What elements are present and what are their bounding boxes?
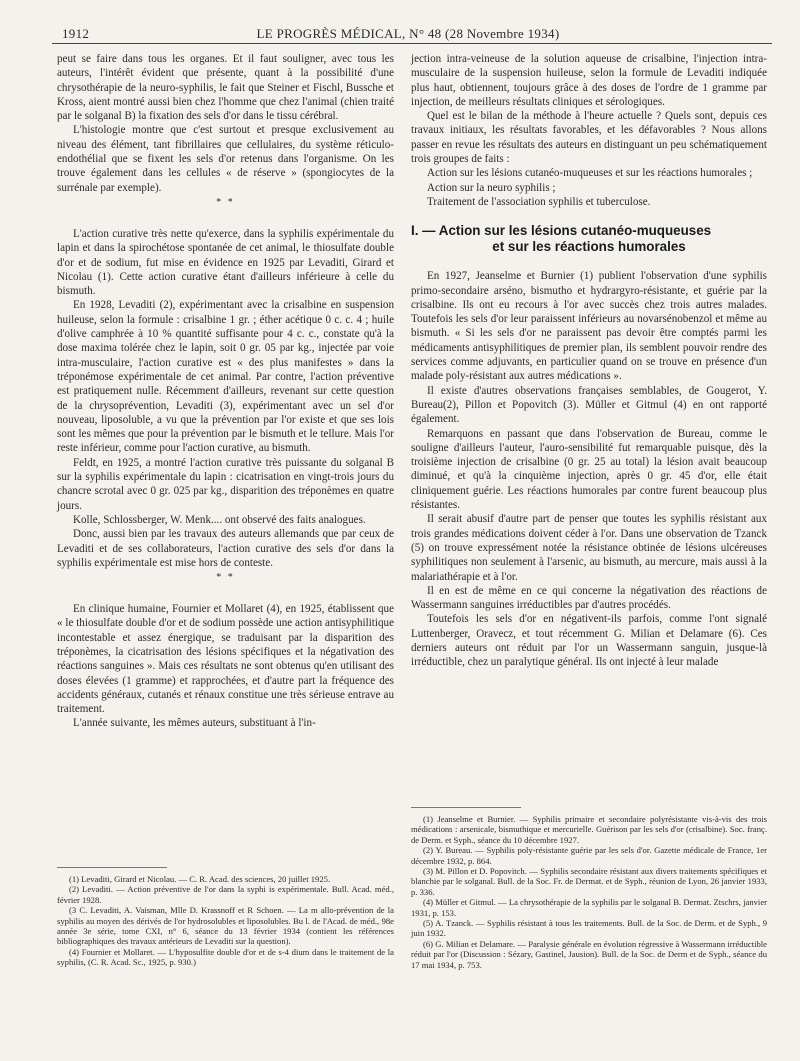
footnote: (3) M. Pillon et D. Popovitch. — Syphilis secondaire résistant aux divers traitements spécifiques et blanchie par le solganal. Bull. de la Soc. Fr. de Dermat. et de Syph., réunion de Lyon, 26 janvier 1933, p. 336. [411, 866, 767, 897]
list-item: Action sur les lésions cutanéo-muqueuses et sur les réactions humorales ; [427, 167, 753, 180]
footnotes-left [57, 867, 394, 968]
paragraph: Kolle, Schlossberger, W. Menk.... ont observé des faits analogues. [73, 513, 366, 526]
journal-title: LE PROGRÈS MÉDICAL, N° 48 (28 Novembre 1934) [256, 26, 560, 41]
section-heading [411, 223, 767, 255]
paragraph: L'action curative très nette qu'exerce, dans la syphilis expérimentale du lapin et dans la spirochétose spontanée de cet animal, le thiosulfate double d'or et de sodium, fut mise en évidence en 1925 par Levaditi, Girard et Nicolau (1). Cette action curative étant d'ailleurs inférieure à celle du bismuth. [57, 227, 394, 298]
list-item: Action sur la neuro syphilis ; [427, 181, 556, 194]
paragraph: L'année suivante, les mêmes auteurs, substituant à l'in- [73, 717, 316, 730]
header-rule [52, 43, 772, 44]
left-column [57, 52, 394, 731]
paragraph: En clinique humaine, Fournier et Mollaret (4), en 1925, établissent que « le thiosulfate double d'or et de sodium possède une action antisyphilitique incontestable et assez énergique, se traduisant par la disparition des tréponèmes, la cicatrisation des lésions spécifiques et la négativation des réactions sanguines ». Mais ces résultats ne sont obtenus qu'en utilisant des doses élevées (1 gramme) et rapprochées, et d'autre part la fréquence des accidents généraux, cutanés et rénaux constitue une très sérieuse entrave au traitement. [57, 603, 394, 716]
paragraph: Toutefois les sels d'or en négativent-ils parfois, comme l'ont signalé Luttenberger, Oravecz, et tout récemment G. Milian et Delamare (6). Ces derniers auteurs ont réduit par l'or un Wassermann sanguin, jusque-là irréductible, chez un paralytique général. Ils ont injecté à leur malade [411, 613, 767, 669]
footnote: (5) A. Tzanck. — Syphilis résistant à tous les traitements. Bull. de la Soc. de Derm. et de Syph., 9 juin 1932. [411, 918, 767, 939]
list-item: Traitement de l'association syphilis et tuberculose. [427, 195, 651, 208]
footnote-rule [411, 807, 521, 808]
paragraph: Feldt, en 1925, a montré l'action curative très puissante du solganal B sur la syphilis expérimentale du lapin : cicatrisation en vingt-trois jours du chancre scrotal avec 0 gr. 025 par kg., disparition des tréponèmes en quatre jours. [57, 456, 394, 512]
paragraph: Quel est le bilan de la méthode à l'heure actuelle ? Quels sont, depuis ces travaux initiaux, les résultats favorables, et les défavorables ? Nous allons passer en revue les résultats des auteurs en distinguant un peu schématiquement trois groupes de faits : [411, 110, 767, 166]
footnote: (1) Levaditi, Girard et Nicolau. — C. R. Acad. des sciences, 20 juillet 1925. [69, 874, 331, 884]
section-separator: * * [216, 572, 235, 584]
paragraph: Remarquons en passant que dans l'observation de Bureau, comme le souligne d'ailleurs l'auteur, l'auro-sensibilité fut remarquable puisque, dès la troisième injection de crisalbine (0 gr. 25 au total) la lésion avait beaucoup diminué, et qu'à la cinquième injection, après 0 gr. 45 d'or, elle était cliniquement guérie. Les réactions humorales par contre furent beaucoup plus résistantes. [411, 427, 767, 512]
paragraph: Il existe d'autres observations françaises semblables, de Gougerot, Y. Bureau(2), Pillon et Popovitch (3). Müller et Gitmul (4) en ont rapporté également. [411, 384, 767, 426]
paragraph: En 1927, Jeanselme et Burnier (1) publient l'observation d'une syphilis primo-secondaire arséno, bismutho et hydrargyro-résistante, et guérie par la crisalbine. Ils ont eu recours à l'or avec succès chez trois autres malades. Toutefois les sels d'or leur paraissent inférieurs au novarsénobenzol et même au bismuth. « Si les sels d'or ne paraissent pas devoir être comptés parmi les médicaments antisyphilitiques de premier plan, ils semblent pouvoir rendre des services comme adjuvants, en particulier quand on se trouve en présence d'un malade poly-résistant aux autres médications ». [411, 270, 767, 383]
footnote: (3 C. Levaditi, A. Vaisman, Mlle D. Krassnoff et R Schoen. — La m allo-prévention de la syphilis au moyen des dérivés de l'or hydrosolubles et liposolubles. Bu l. de l'Acad. de méd., 98e année 3e série, tome CXI, n° 6, séance du 13 février 1934 (contient les références bibliographiques des travaux antérieurs de Levaditi sur la question). [57, 905, 394, 947]
running-header [52, 22, 764, 42]
footnotes-right [411, 807, 767, 970]
footnote: (2) Levaditi. — Action préventive de l'or dans la syphi is expérimentale. Bull. Acad. méd., février 1928. [57, 884, 394, 905]
footnote: (2) Y. Bureau. — Syphilis poly-résistante guérie par les sels d'or. Gazette médicale de France, 1er décembre 1932, p. 864. [411, 845, 767, 866]
paragraph: Il serait abusif d'autre part de penser que toutes les syphilis résistant aux trois grandes médications doivent céder à l'or. Dans une observation de Tzanck (5) on trouve expressément notée la résistance obtinée de lésions ulcéreuses syphilitiques non seulement à l'arsenic, au bismuth, au mercure, mais aussi à la malariathérapie et à l'or. [411, 513, 767, 583]
paragraph: L'histologie montre que c'est surtout et presque exclusivement au niveau des élément, tant fibrillaires que cellulaires, du système réticulo-endothélial que se fixent les sels d'or retenus dans l'organisme. On les trouve également dans les cellules « de réserve » (spongiocytes de la surrénale par exemple). [57, 124, 394, 194]
section-heading-line: et sur les réactions humorales [492, 239, 686, 255]
footnote: (4) Fournier et Mollaret. — L'hyposulfite double d'or et de s-4 dium dans le traitement de la syphilis, (C. R. Acad. Sc., 1925, p. 930.) [57, 946, 394, 968]
section-separator: * * [216, 196, 235, 208]
right-column [411, 52, 767, 670]
section-heading-line: I. — Action sur les lésions cutanéo-muqueuses [411, 223, 712, 239]
paragraph: jection intra-veineuse de la solution aqueuse de crisalbine, l'injection intra-musculaire de la suspension huileuse, selon la formule de Levaditi indiquée plus haut, obtiennent, toujours grâce à des doses de l'ordre de 1 gramme par injection, de meilleurs résultats cliniques et sérologiques. [411, 53, 767, 108]
paragraph: En 1928, Levaditi (2), expérimentant avec la crisalbine en suspension huileuse, selon la formule : crisalbine 1 gr. ; éther acétique 0 c. c. 4 ; huile d'olive camphrée à 10 % quantité suffisante pour 4 c. c., constate qu'à la dose maxima tolérée chez le lapin, soit 0 gr. 05 par kg., injectée par voie intra-musculaire, l'action curative est « des plus manifestes » dans la tréponémose expérimentale de cet animal. Par contre, l'action préventive est pratiquement nulle. Récemment d'ailleurs, revenant sur cette question de la chrysoprévention, Levaditi (3), expérimentant avec un sel d'or nouveau, liposoluble, a vu que la prévention par l'or existe et que ses lois sont les mêmes que pour la prévention par le bismuth et le tellure. Mais l'or reste inférieur, comme pour l'action curative, au bismuth. [57, 299, 394, 455]
footnote-rule [57, 867, 167, 868]
footnote: (1) Jeanselme et Burnier. — Syphilis primaire et secondaire polyrésistante vis-à-vis des trois médications : arsenicale, bismuthique et mercurielle. Guérison par les sels d'or (crisalbine). Soc. franç. de Derm. et Syph., séance du 10 décembre 1927. [411, 814, 767, 845]
paragraph: peut se faire dans tous les organes. Et il faut souligner, avec tous les auteurs, l'intérêt évident que présente, quant à la possibilité d'une chrysothérapie de la neuro-syphilis, le fait que Steiner et Fischl, Bussche et Kross, aient montré aussi bien chez l'homme que chez l'animal (chien traité par le solganal B) la fixation des sels d'or dans le tissu cérébral. [57, 53, 394, 123]
paragraph: Donc, aussi bien par les travaux des auteurs allemands que par ceux de Levaditi et de ses collaborateurs, l'action curative des sels d'or dans la syphilis expérimentale est mise hors de conteste. [57, 528, 394, 569]
footnote: (4) Müller et Gitmul. — La chrysothérapie de la syphilis par le solganal B. Dermat. Ztschrs, janvier 1931, p. 153. [411, 897, 767, 918]
footnote: (6) G. Milian et Delamare. — Paralysie générale en évolution régressive à Wassermann irréductible réduit par l'or (Discussion : Sézary, Gastinel, Jausion). Bull. de la Soc. de Derm et de Syph., séance du 17 mai 1934, p. 753. [411, 938, 767, 970]
page-number: 1912 [62, 26, 90, 41]
paragraph: Il en est de même en ce qui concerne la négativation des réactions de Wassermann sanguines irréductibles par d'autres procédés. [411, 584, 767, 612]
